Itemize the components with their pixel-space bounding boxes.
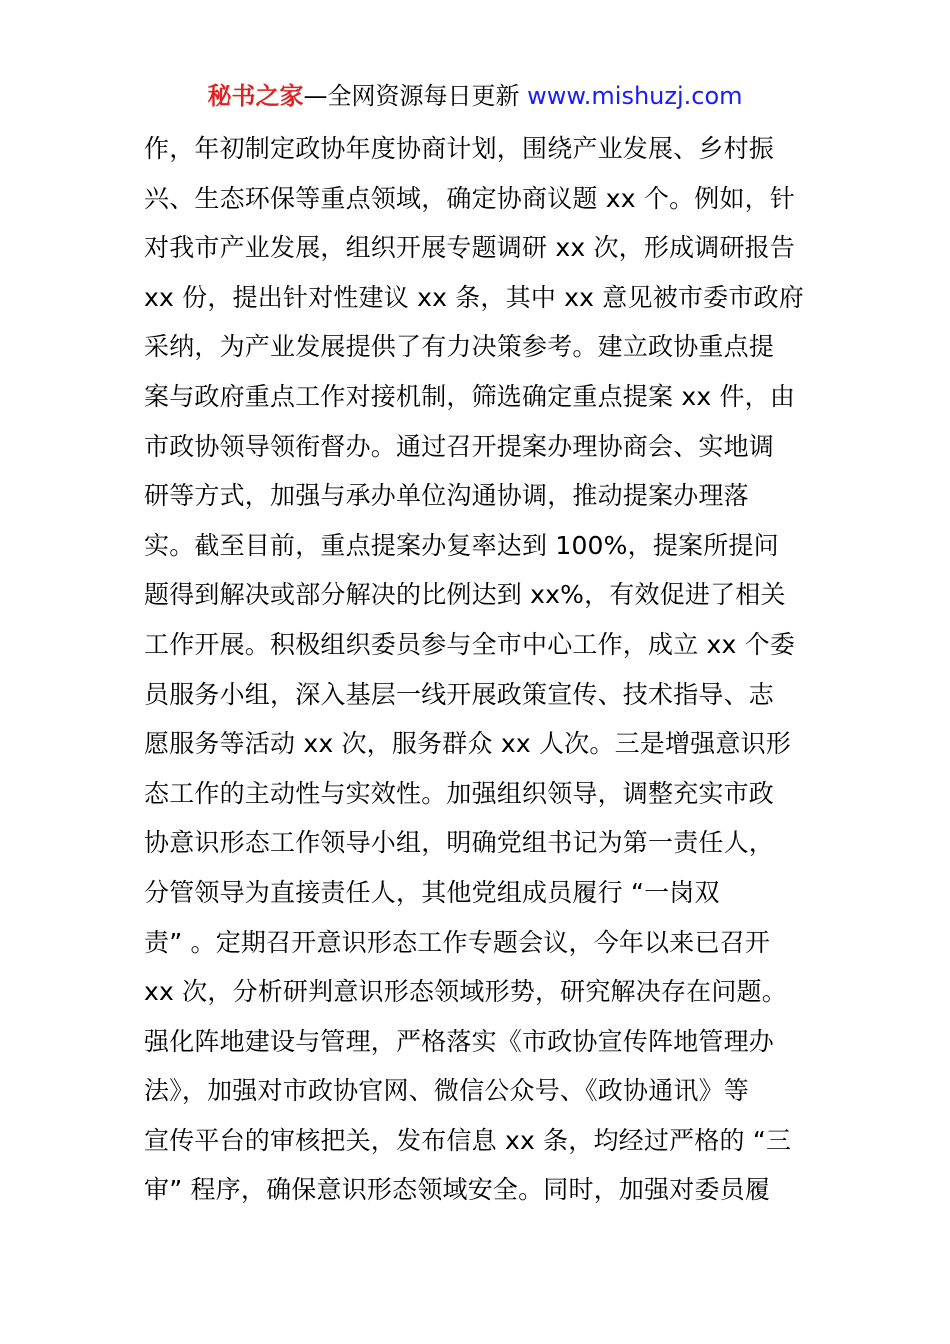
text-line: 审” 程序，确保意识形态领域安全。同时，加强对委员履 <box>144 1175 771 1205</box>
page-header <box>0 80 950 112</box>
text-line: 实。截至目前，重点提案办复率达到 100%，提案所提问 <box>144 530 779 560</box>
text-line: 题得到解决或部分解决的比例达到 xx%，有效促进了相关 <box>144 580 786 610</box>
text-line: 案与政府重点工作对接机制，筛选确定重点提案 xx 件，由 <box>144 381 796 411</box>
text-line: 对我市产业发展，组织开展专题调研 xx 次，形成调研报告 <box>144 233 796 263</box>
text-line: 协意识形态工作领导小组，明确党组书记为第一责任人， <box>144 828 775 858</box>
text-line: xx 份，提出针对性建议 xx 条，其中 xx 意见被市委市政府 <box>144 282 804 312</box>
text-line: 分管领导为直接责任人，其他党组成员履行 “一岗双 <box>144 877 720 907</box>
text-line: 法》，加强对市政协官网、微信公众号、《政协通讯》等 <box>144 1076 750 1106</box>
text-line: 兴、生态环保等重点领域，确定协商议题 xx 个。例如，针 <box>144 183 796 213</box>
text-line: xx 次，分析研判意识形态领域形势，研究解决存在问题。 <box>144 977 787 1007</box>
text-line: 强化阵地建设与管理，严格落实《市政协宣传阵地管理办 <box>144 1026 775 1056</box>
text-line: 宣传平台的审核把关，发布信息 xx 条，均经过严格的 “三 <box>144 1125 792 1155</box>
text-line: 责” 。定期召开意识形态工作专题会议，今年以来已召开 <box>144 927 771 957</box>
text-line: 采纳，为产业发展提供了有力决策参考。建立政协重点提 <box>144 332 775 362</box>
site-brand: 秘书之家 <box>207 82 304 110</box>
document-body <box>144 124 824 1215</box>
site-tagline: —全网资源每日更新 <box>303 82 528 110</box>
text-line: 员服务小组，深入基层一线开展政策宣传、技术指导、志 <box>144 679 775 709</box>
text-line: 工作开展。积极组织委员参与全市中心工作，成立 xx 个委 <box>144 629 796 659</box>
site-url-link[interactable]: www.mishuzj.com <box>527 82 743 110</box>
text-line: 研等方式，加强与承办单位沟通协调，推动提案办理落 <box>144 481 749 511</box>
text-line: 愿服务等活动 xx 次，服务群众 xx 人次。三是增强意识形 <box>144 729 791 759</box>
text-line: 市政协领导领衔督办。通过召开提案办理协商会、实地调 <box>144 431 775 461</box>
text-line: 态工作的主动性与实效性。加强组织领导，调整充实市政 <box>144 778 775 808</box>
text-line: 作，年初制定政协年度协商计划，围绕产业发展、乡村振 <box>144 134 775 163</box>
